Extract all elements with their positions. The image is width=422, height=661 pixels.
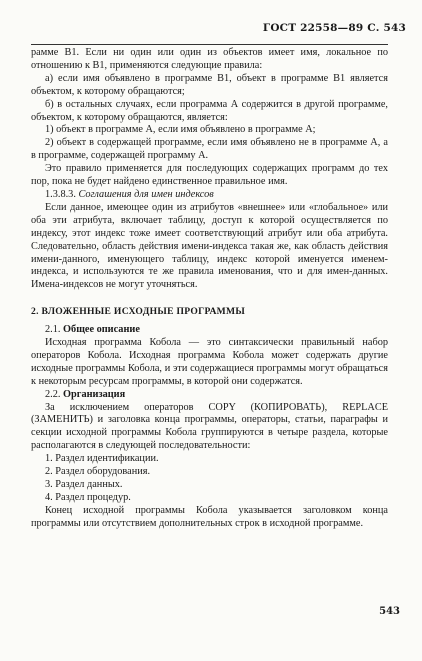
page-body bbox=[31, 44, 388, 531]
paragraph: Если данное, имеющее один из атрибутов «внешнее» или «глобальное» или оба эти атрибута, включает таблицу, доступ к которой осуществляется по индексу, этот индекс тоже имеет соответствующий атрибут или оба атрибута. Следовательно, область действия имени-индекса такая же, как область действия имени-данного, именующего таблицу, индекс которой именуется именем-индекса, и используются те же правила именования, что и для имен-данных. Имена-индексов не могут уточняться. bbox=[31, 201, 388, 291]
subsection-title: Общее описание bbox=[63, 324, 140, 336]
paragraph: рамме В1. Если ни один или один из объектов имеет имя, локальное по отношению к В1, применяются следующие правила: bbox=[31, 47, 388, 71]
paragraph: Конец исходной программы Кобола указывается заголовком конца программы или отсутствием дополнительных строк в исходной программе. bbox=[31, 504, 388, 529]
paragraph: 1) объект в программе А, если имя объявлено в программе А; bbox=[45, 124, 316, 136]
subsection-heading-22 bbox=[31, 389, 388, 402]
list-item: 3. Раздел данных. bbox=[45, 479, 123, 490]
subsection-title: Соглашения для имен индексов bbox=[78, 188, 214, 200]
top-rule bbox=[31, 44, 388, 45]
subsection-heading-1383 bbox=[31, 189, 388, 202]
subsection-number: 2.1. bbox=[45, 324, 61, 336]
paragraph: Исходная программа Кобола — это синтаксически правильный набор операторов Кобола. Исходная программа Кобола может содержать другие исходные программы Кобола, и эти содержащиеся программы могут обращаться к некоторым ресурсам программы, в которой они содержатся. bbox=[31, 337, 388, 387]
subsection-title: Организация bbox=[63, 388, 126, 400]
subsection-heading-21 bbox=[31, 324, 388, 337]
paragraph: Это правило применяется для последующих содержащих программ до тех пор, пока не будет найдено единственное правильное имя. bbox=[31, 163, 388, 188]
page-number: 543 bbox=[379, 606, 400, 617]
section-title: 2. ВЛОЖЕННЫЕ ИСХОДНЫЕ ПРОГРАММЫ bbox=[31, 306, 246, 318]
subsection-number: 1.3.8.3. bbox=[45, 188, 76, 200]
list-item: 4. Раздел процедур. bbox=[45, 491, 131, 503]
paragraph: 2) объект в содержащей программе, если имя объявлено не в программе А, а в программе, содержащей программу А. bbox=[31, 137, 388, 162]
paragraph: б) в остальных случаях, если программа А содержится в другой программе, объектом, к которому обращаются, является: bbox=[31, 98, 388, 123]
list-item: 2. Раздел оборудования. bbox=[45, 466, 151, 478]
paragraph: а) если имя объявлено в программе В1, объект в программе В1 является объектом, к которому обращаются; bbox=[31, 72, 388, 97]
list-item: 1. Раздел идентификации. bbox=[45, 453, 159, 465]
subsection-number: 2.2. bbox=[45, 388, 61, 400]
division-list bbox=[31, 453, 388, 505]
page-header: ГОСТ 22558—89 С. 543 bbox=[262, 22, 406, 34]
paragraph: За исключением операторов COPY (КОПИРОВАТЬ), REPLACE (ЗАМЕНИТЬ) и заголовка конца программы, операторы, статьи, параграфы и секции исходной программы Кобола группируются в четыре раздела, которые располагаются в следующей последовательности: bbox=[31, 401, 388, 452]
